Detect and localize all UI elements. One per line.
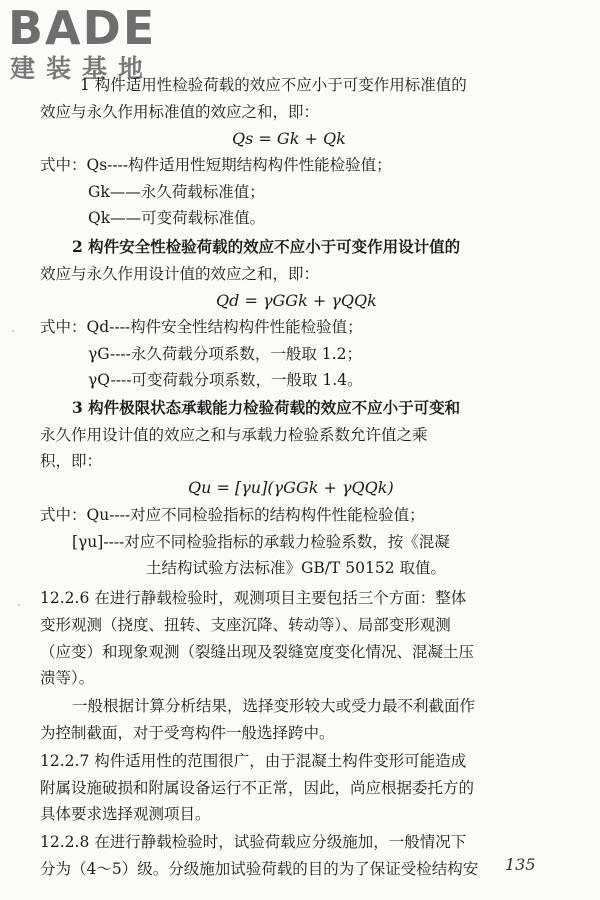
text-line-1: 1 构件适用性检验荷载的效应不应小于可变作用标准值的 <box>80 76 467 94</box>
text-line-25: 为控制截面，对于受弯构件一般选择跨中。 <box>40 724 335 742</box>
formula-qu-text: Qu = [γu](γGGk + γQQk) <box>188 478 394 497</box>
page-number: 135 <box>505 855 536 874</box>
text-line-22: （应变）和现象观测（裂缝出现及裂缝宽度变化情况、混凝土压 <box>40 643 475 661</box>
scan-speck <box>12 330 14 332</box>
text-line-7: 2 构件安全性检验荷载的效应不应小于可变作用设计值的 <box>72 237 461 256</box>
text-line-12: γQ----可变荷载分项系数，一般取 1.4。 <box>88 371 363 389</box>
text-line-5: Gk——永久荷载标准值； <box>88 183 265 201</box>
text-line-6: Qk——可变荷载标准值。 <box>88 209 266 227</box>
text-line-26: 12.2.7 构件适用性的范围很广，由于混凝土构件变形可能造成 <box>40 752 467 770</box>
formula-qd <box>216 290 377 312</box>
text-line-17: 式中：Qu----对应不同检验指标的结构构件性能检验值； <box>40 506 425 524</box>
text-line-13: 3 构件极限状态承载能力检验荷载的效应不应小于可变和 <box>72 398 461 417</box>
formula-qs-text: Qs = Gk + Qk <box>232 129 346 148</box>
text-line-23: 溃等）。 <box>40 669 95 687</box>
text-line-30: 分为（4～5）级。分级施加试验荷载的目的为了保证受检结构安 <box>40 860 479 878</box>
text-line-4: 式中：Qs----构件适用性短期结构构件性能检验值； <box>40 156 392 174</box>
text-line-28: 具体要求选择观测项目。 <box>40 805 211 823</box>
text-line-24: 一般根据计算分析结果，选择变形较大或受力最不利截面作 <box>72 697 476 715</box>
logo-subtitle: 建装基地 <box>10 54 155 83</box>
text-line-29: 12.2.8 在进行静载检验时，试验荷载应分级施加，一般情况下 <box>40 833 467 851</box>
text-line-19: 土结构试验方法标准》GB/T 50152 取值。 <box>146 559 446 577</box>
text-line-20: 12.2.6 在进行静载检验时，观测项目主要包括三个方面：整体 <box>40 589 467 607</box>
text-line-2: 效应与永久作用标准值的效应之和，即： <box>40 103 320 121</box>
formula-qs <box>232 128 346 150</box>
text-line-18: [γu]----对应不同检验指标的承载力检验系数，按《混凝 <box>72 533 450 551</box>
logo-wordmark: BADE <box>8 1 157 55</box>
text-line-8: 效应与永久作用设计值的效应之和，即： <box>40 265 320 283</box>
text-line-21: 变形观测（挠度、扭转、支座沉降、转动等）、局部变形观测 <box>40 616 451 634</box>
formula-qd-text: Qd = γGGk + γQQk <box>216 291 377 310</box>
text-line-15: 积，即： <box>40 452 103 470</box>
text-line-10: 式中：Qd----构件安全性结构构件性能检验值； <box>40 318 363 336</box>
text-line-14: 永久作用设计值的效应之和与承载力检验系数允许值之乘 <box>40 426 428 444</box>
formula-qu <box>188 477 394 499</box>
scan-speck <box>18 604 20 606</box>
text-line-11: γG----永久荷载分项系数，一般取 1.2； <box>88 345 362 363</box>
text-line-27: 附属设施破损和附属设备运行不正常，因此，尚应根据委托方的 <box>40 779 475 797</box>
